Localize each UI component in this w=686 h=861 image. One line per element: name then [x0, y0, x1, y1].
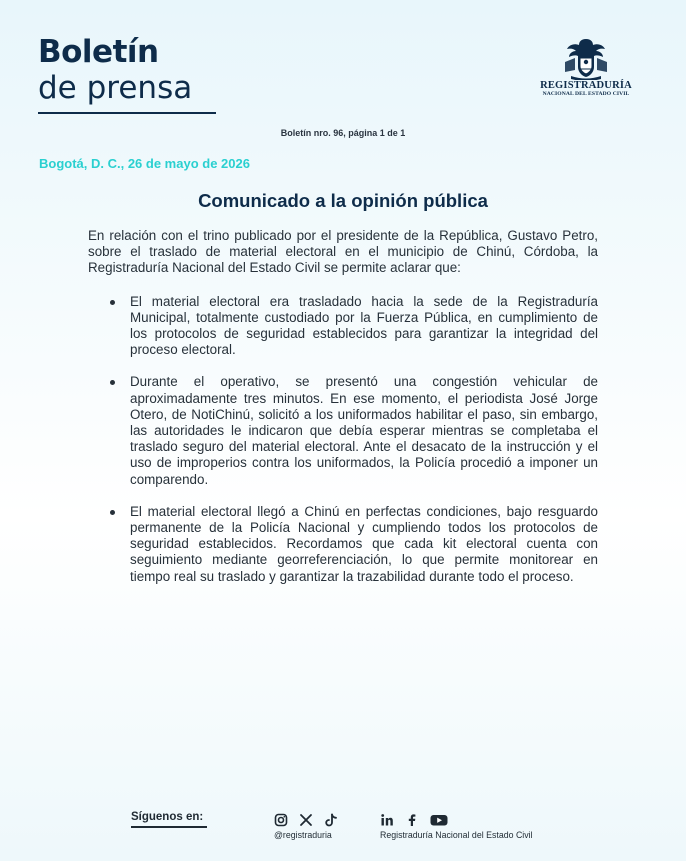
- masthead: [38, 34, 218, 114]
- body-content: [88, 228, 598, 601]
- dateline: Bogotá, D. C., 26 de mayo de 2026: [39, 156, 250, 171]
- document-title: Comunicado a la opinión pública: [198, 190, 488, 211]
- follow-us-label: Síguenos en:: [131, 811, 204, 823]
- bullet-item: El material electoral era trasladado hacia la sede de la Registraduría Municipal, totalmente custodiado por la Fuerza Pública, en cumplimiento de los protocolos de seguridad establecidos para garantizar la integridad del proceso electoral.: [130, 293, 598, 358]
- bullet-item: El material electoral llegó a Chinú en perfectas condiciones, bajo resguardo permanente de la Policía Nacional y cumpliendo todos los protocolos de seguridad establecidos. Recordamos que cada kit electoral cuenta con seguimiento mediante georreferenciación, lo que permite monitorear en tiempo real su traslado y garantizar la trazabilidad durante todo el proceso.: [130, 503, 598, 584]
- bullet-item: Durante el operativo, se presentó una congestión vehicular de aproximadamente tres minutos. En ese momento, el periodista José Jorge Otero, de NotiChinú, solicitó a los uniformados habilitar el paso, sin embargo, las autoridades le indicaron que debía esperar mientras se completaba el traslado seguro del material electoral. Ante el desacato de la instrucción y el uso de improperios contra los uniformados, la Policía procedió a imponer un comparendo.: [130, 374, 598, 487]
- social-group-secondary: [380, 812, 533, 840]
- tiktok-icon[interactable]: [324, 813, 338, 827]
- registraduria-logo: [534, 36, 638, 98]
- bulletin-reference: Boletín nro. 96, página 1 de 1: [280, 128, 406, 138]
- social-group-primary: [274, 812, 338, 840]
- facebook-icon[interactable]: [405, 813, 419, 827]
- follow-us-underline: [131, 826, 207, 828]
- intro-paragraph: En relación con el trino publicado por el presidente de la República, Gustavo Petro, sobre el traslado de material electoral en el municipio de Chinú, Córdoba, la Registraduría Nacional del Estado Civil se permite aclarar que:: [88, 228, 598, 276]
- linkedin-icon[interactable]: [380, 813, 394, 827]
- bullet-list: [88, 294, 598, 585]
- x-icon[interactable]: [299, 813, 313, 827]
- logo-subtitle: NACIONAL DEL ESTADO CIVIL: [542, 91, 630, 97]
- logo-name: REGISTRADURÍA: [540, 80, 632, 91]
- youtube-icon[interactable]: [430, 813, 448, 827]
- instagram-icon[interactable]: [274, 813, 288, 827]
- social-handle: @registraduria: [274, 830, 332, 840]
- national-coat-of-arms-icon: [559, 36, 613, 80]
- follow-us: [131, 811, 207, 828]
- masthead-underline: [38, 112, 216, 114]
- masthead-title: Boletín: [38, 34, 159, 70]
- social-handle: Registraduría Nacional del Estado Civil: [380, 830, 533, 840]
- masthead-subtitle: de prensa: [38, 70, 193, 106]
